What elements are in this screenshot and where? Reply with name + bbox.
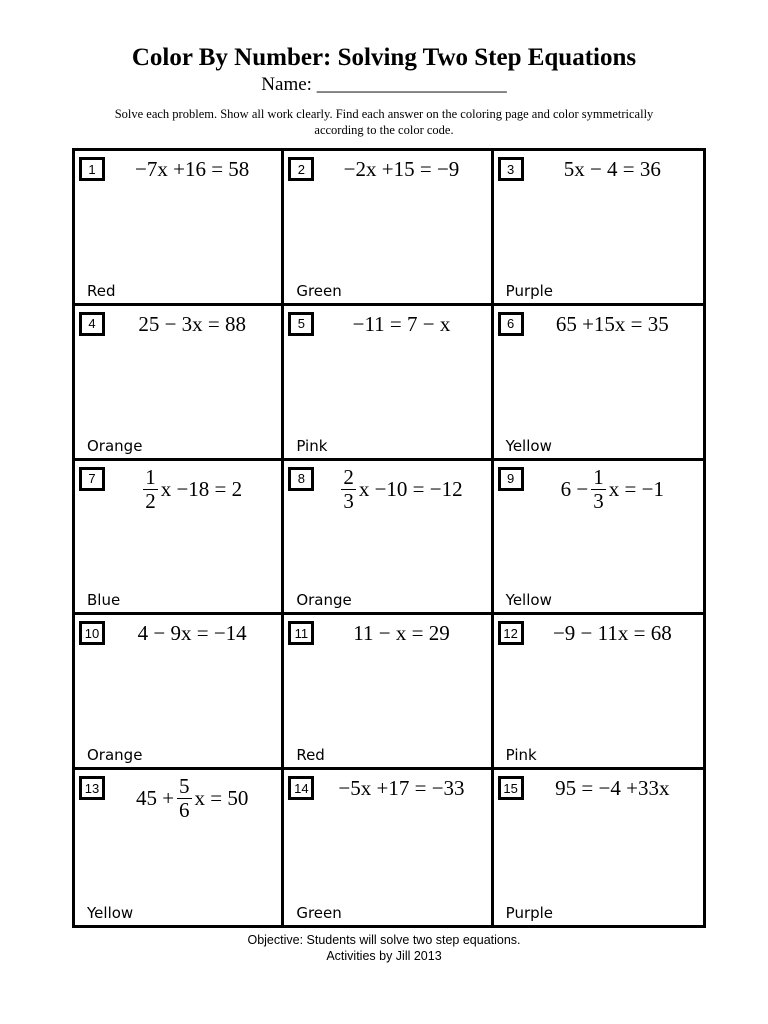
equation-text: 45 +	[135, 786, 175, 811]
fraction	[177, 776, 192, 821]
problem-number: 15	[498, 776, 524, 800]
problem-cell	[284, 306, 493, 461]
equation-text: 65 +15x = 35	[555, 311, 669, 336]
problem-cell	[284, 461, 493, 616]
color-label: Orange	[87, 436, 143, 455]
problem-number: 11	[288, 621, 314, 645]
fraction-numerator: 2	[343, 464, 354, 489]
color-label: Green	[296, 904, 342, 922]
fraction-denominator: 2	[145, 488, 156, 513]
fraction-denominator: 6	[179, 798, 190, 823]
fraction-denominator: 3	[593, 488, 604, 513]
equation-text: x −18 = 2	[160, 476, 243, 501]
fraction	[143, 464, 158, 513]
problem-number: 3	[498, 157, 524, 181]
objective-text: Objective: Students will solve two step equations.	[247, 933, 521, 947]
equation-text: −2x +15 = −9	[343, 157, 460, 181]
problem-cell	[494, 151, 703, 306]
problem-number: 8	[288, 467, 314, 491]
equation	[318, 312, 484, 337]
color-label: Purple	[505, 281, 554, 300]
fraction	[341, 464, 356, 513]
equation	[318, 464, 484, 513]
name-field-label: Name: ____________________	[261, 74, 507, 95]
color-label: Yellow	[505, 436, 552, 455]
color-label: Yellow	[505, 591, 552, 610]
problem-number: 6	[498, 312, 524, 336]
problem-cell	[75, 151, 284, 306]
equation	[109, 312, 275, 337]
problem-number: 5	[288, 312, 314, 336]
color-label: Blue	[87, 591, 121, 610]
equation-text: −5x +17 = −33	[338, 776, 465, 801]
equation-text: x = −1	[608, 476, 664, 501]
problem-number: 13	[79, 776, 105, 800]
problem-number: 4	[79, 312, 105, 336]
problem-cell	[284, 151, 493, 306]
equation	[528, 621, 697, 646]
fraction-denominator: 3	[343, 488, 354, 513]
problem-number: 12	[498, 621, 524, 645]
equation	[528, 776, 697, 801]
problem-number: 10	[79, 621, 105, 645]
problem-cell	[494, 770, 703, 925]
equation	[109, 621, 275, 646]
equation	[109, 157, 275, 182]
problem-number: 9	[498, 467, 524, 491]
equation-text: 95 = −4 +33x	[555, 776, 670, 801]
color-label: Purple	[505, 904, 554, 922]
problem-number: 2	[288, 157, 314, 181]
equation	[109, 776, 275, 821]
equation-text: −9 − 11x = 68	[552, 621, 672, 646]
problem-cell	[284, 770, 493, 925]
equation-text: 4 − 9x = −14	[137, 621, 247, 646]
equation-text: x −10 = −12	[358, 476, 463, 501]
problem-cell	[494, 461, 703, 616]
credit-text: Activities by Jill 2013	[326, 949, 442, 963]
problem-cell	[494, 306, 703, 461]
problem-number: 7	[79, 467, 105, 491]
equation-text: 5x − 4 = 36	[563, 157, 661, 181]
color-label: Pink	[296, 436, 328, 455]
color-label: Orange	[87, 746, 143, 765]
equation-text: 25 − 3x = 88	[138, 311, 246, 336]
equation	[318, 621, 484, 646]
color-label: Red	[87, 281, 116, 300]
equation-text: x = 50	[194, 786, 249, 811]
problem-cell	[284, 615, 493, 770]
equation-text: −7x +16 = 58	[135, 157, 250, 181]
problem-number: 1	[79, 157, 105, 181]
equation	[318, 776, 484, 801]
fraction-numerator: 1	[145, 464, 156, 489]
equation-text: −11 = 7 − x	[352, 311, 451, 336]
fraction	[591, 464, 606, 513]
equation	[528, 312, 697, 337]
equation-text: 11 − x = 29	[353, 621, 450, 646]
problem-cell	[75, 461, 284, 616]
equation	[318, 157, 484, 182]
problem-cell	[75, 615, 284, 770]
color-label: Green	[296, 281, 342, 300]
worksheet-title: Color By Number: Solving Two Step Equations	[131, 44, 637, 71]
color-label: Pink	[505, 746, 537, 765]
equation	[528, 157, 697, 182]
problem-cell	[75, 770, 284, 925]
footer	[0, 932, 768, 964]
color-label: Orange	[296, 591, 352, 610]
instructions: Solve each problem. Show all work clearly. Find each answer on the coloring page and color symmetrically according to the color code.	[114, 107, 654, 137]
equation	[109, 464, 275, 513]
equation-text: 6 −	[560, 476, 589, 501]
color-label: Yellow	[87, 904, 134, 922]
fraction-numerator: 1	[593, 464, 604, 489]
problem-cell	[494, 615, 703, 770]
problem-number: 14	[288, 776, 314, 800]
problem-cell	[75, 306, 284, 461]
equation	[528, 464, 697, 513]
color-label: Red	[296, 746, 325, 765]
fraction-numerator: 5	[179, 774, 190, 799]
problem-grid	[72, 148, 706, 928]
